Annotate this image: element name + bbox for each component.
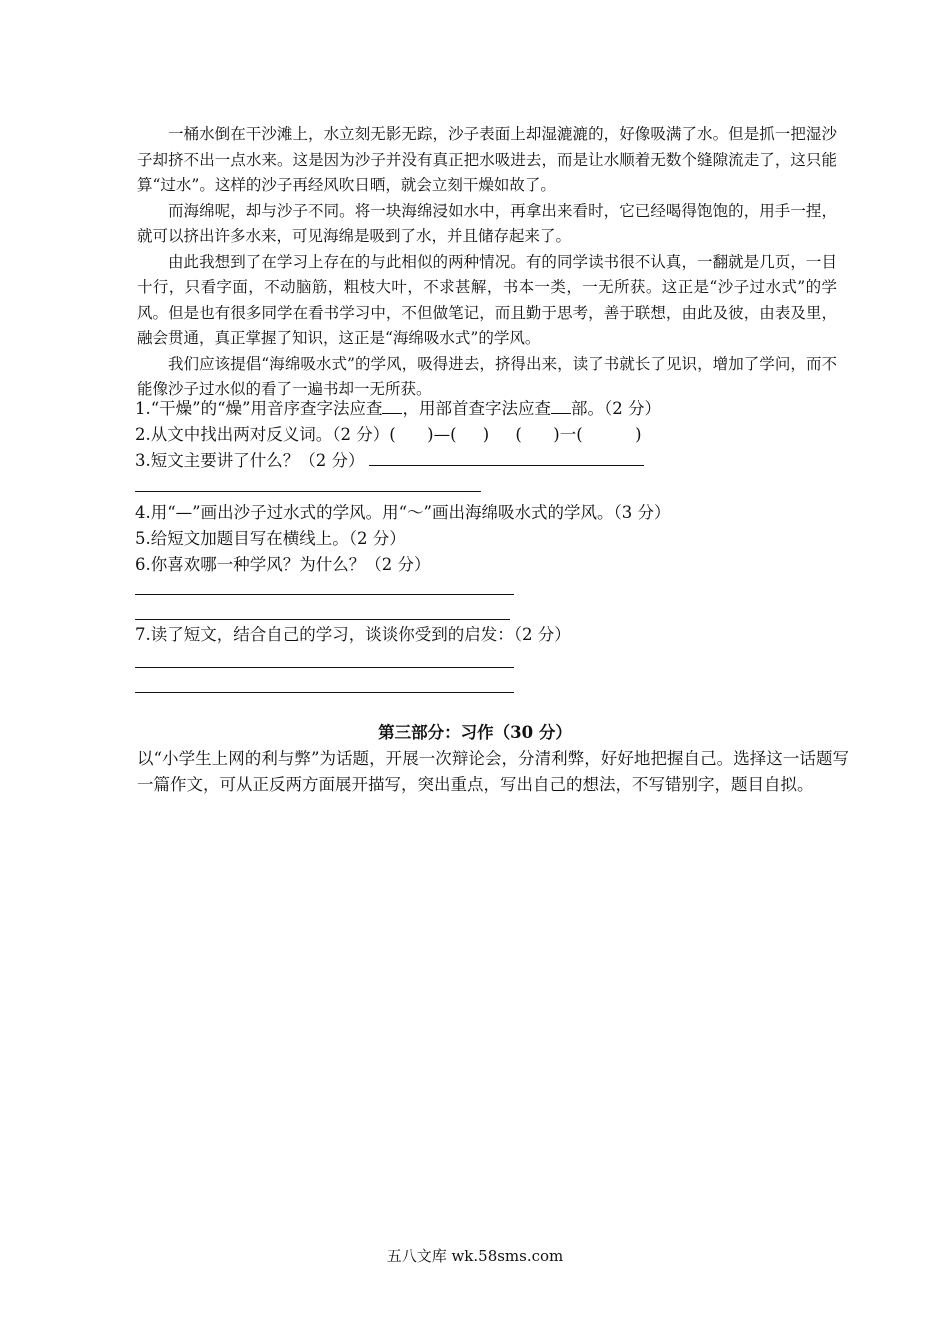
question-1-part-a: 1.“干燥”的“燥”用音序查字法应查 <box>135 399 383 418</box>
question-1-part-c: 部。（2 分） <box>570 399 661 418</box>
answer-line-q6-a[interactable] <box>135 594 514 595</box>
section-3-title: 第三部分：习作（30 分） <box>378 723 572 742</box>
answer-blank-bushou[interactable] <box>551 397 571 414</box>
question-1 <box>135 396 855 422</box>
question-3-extra-line-space <box>135 474 855 500</box>
answer-blank-yinxu[interactable] <box>382 397 402 414</box>
answer-line-q3-b[interactable] <box>135 491 481 492</box>
passage-paragraph-4: 我们应该提倡“海绵吸水式”的学风，吸得进去，挤得出来，读了书就长了见识，增加了学问，而不能像沙子过水似的看了一遍书却一无所获。 <box>137 354 837 398</box>
passage-paragraph-1: 一桶水倒在干沙滩上，水立刻无影无踪，沙子表面上却湿漉漉的，好像吸满了水。但是抓一把湿沙子却挤不出一点水来。这是因为沙子并没有真正把水吸进去，而是让水顺着无数个缝隙流走了，这只能算“过水”。这样的沙子再经风吹日晒，就会立刻干燥如故了。 <box>137 125 837 194</box>
footer-watermark: 五八文库 wk.58sms.com <box>386 1247 564 1265</box>
passage-paragraph-3: 由此我想到了在学习上存在的与此相似的两种情况。有的同学读书很不认真，一翻就是几页，一目十行，只看字面，不动脑筋，粗枝大叶，不求甚解，书本一类，一无所获。这正是“沙子过水式”的学风。但是也有很多同学在看书学习中，不但做笔记，而且勤于思考，善于联想，由此及彼，由表及里，融会贯通，真正掌握了知识，这正是“海绵吸水式”的学风。 <box>137 252 837 347</box>
question-list <box>135 396 855 578</box>
question-7: 7.读了短文，结合自己的学习，谈谈你受到的启发：（2 分） <box>135 625 571 644</box>
essay-prompt: 以“小学生上网的利与弊”为话题，开展一次辩论会，分清利弊，好好地把握自己。选择这一话题写一篇作文，可从正反两方面展开描写，突出重点，写出自己的想法，不写错别字，题目自拟。 <box>137 749 849 794</box>
question-6: 6.你喜欢哪一种学风？为什么？（2 分） <box>135 555 431 574</box>
passage-paragraph-2: 而海绵呢，却与沙子不同。将一块海绵浸如水中，再拿出来看时，它已经喝得饱饱的，用手一捏，就可以挤出许多水来，可见海绵是吸到了水，并且储存起来了。 <box>137 201 837 245</box>
reading-passage <box>137 122 837 403</box>
answer-line-q3-a[interactable] <box>369 449 644 466</box>
question-2: 2.从文中找出两对反义词。（2 分）( )—( ) ( )一( ) <box>135 425 642 444</box>
answer-line-q7-a[interactable] <box>135 667 514 668</box>
answer-line-q7-b[interactable] <box>135 692 514 693</box>
answer-line-q6-b[interactable] <box>135 619 510 620</box>
question-5: 5.给短文加题目写在横线上。（2 分） <box>135 529 406 548</box>
question-3 <box>135 448 855 474</box>
question-4: 4.用“—”画出沙子过水式的学风。用“～”画出海绵吸水式的学风。（3 分） <box>135 503 671 522</box>
question-1-part-b: ，用部首查字法应查 <box>402 399 551 418</box>
question-3-text: 3.短文主要讲了什么？（2 分） <box>135 451 365 470</box>
